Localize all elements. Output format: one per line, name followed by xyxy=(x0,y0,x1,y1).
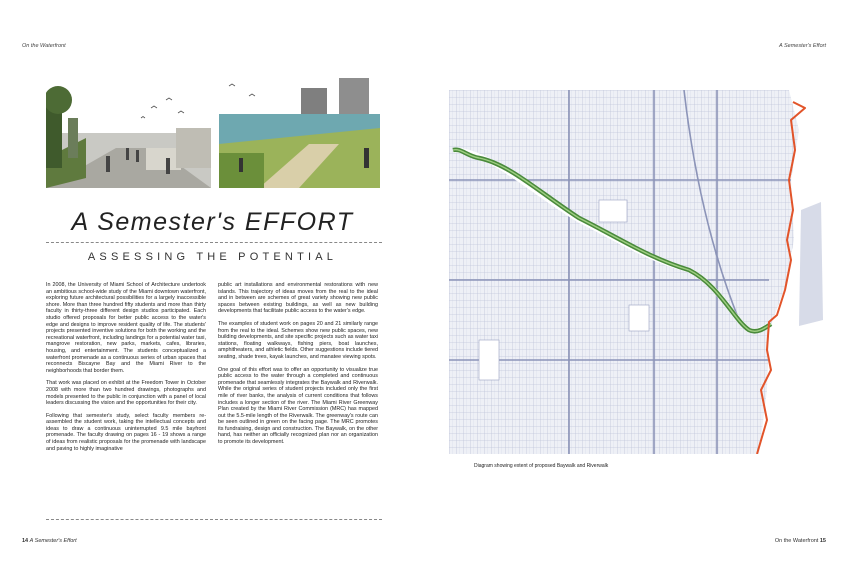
body-column-2 xyxy=(218,282,378,452)
bottom-divider xyxy=(46,519,382,520)
promenade-photo xyxy=(46,78,211,188)
footer-left xyxy=(22,538,77,544)
waterfront-photo xyxy=(219,78,380,188)
map-caption: Diagram showing extent of proposed Baywalk and Riverwalk xyxy=(474,463,609,469)
title-divider xyxy=(46,242,382,243)
running-header-left: On the Waterfront xyxy=(22,43,66,49)
page-number: 15 xyxy=(819,538,826,544)
footer-right xyxy=(775,538,826,544)
paragraph: The examples of student work on pages 20 and 21 similarly range from the real to the ideal. Schemes show new public spaces, new building developments, and site specific projects such as water taxi stations, floating walkways, fishing piers, boat launches, amphitheaters, and athletic fields. Other suggestions include tiered seating, shade trees, kayak launches, and manatee viewing spots. xyxy=(218,320,379,360)
baywalk-riverwalk-map xyxy=(449,90,827,454)
page-title: A Semester's EFFORT xyxy=(71,208,354,236)
paragraph: One goal of this effort was to offer an opportunity to visualize true public access to the water through a completed and continuous promenade that seamlessly integrates the Baywalk and Riverwalk. While the original series of student projects included only the first mile of river banks, the analysis of current conditions that follows includes a longer section of the river. The Miami River Greenway Plan created by the Miami River Commission (MRC) has mapped out the 5.5-mile length of the Riverwalk. The greenway's route can be seen outlined in green on the facing page. The MRC promotes its fundraising, design and construction. The Baywalk, on the other hand, has neither an officially recognized plan nor an organization to promote its development. xyxy=(218,366,378,446)
paragraph: In 2008, the University of Miami School of Architecture undertook an ambitious school-wide study of the Miami downtown waterfront, exploring future architectural possibilities for a largely inaccessible shore. More than three hundred fifty students and more than thirty faculty in thirty-three different design studios participated. Each studio offered proposals for better public access to the water's edge and designs to improve resident quality of life. The students' projects presented inventive solutions for both the working and the recreational waterfront, including landings for a potential water taxi, mangrove restoration, new parks, markets, cafes, libraries, housing, and entertainment. The students conceptualized a waterfront promenade as a continuous series of urban spaces that reconnects Biscayne Bay and the Miami River to the neighborhoods that border them. xyxy=(46,282,206,374)
paragraph: That work was placed on exhibit at the Freedom Tower in October 2008 with more than two hundred drawings, photographs and models presented to the public in conjunction with a panel of local leaders discussing the vision and the opportunities for their city. xyxy=(46,380,206,407)
footer-title: On the Waterfront xyxy=(774,538,819,544)
paragraph: public art installations and environmental restorations with new islands. This trajectory of ideas moves from the real to the ideal and in between are schemes of great variety showing new public spaces between existing buildings, as well as new building developments that facilitate public access to the water's edge. xyxy=(218,282,378,315)
body-column-1 xyxy=(46,282,206,458)
page-number: 14 xyxy=(22,538,29,544)
running-header-right: A Semester's Effort xyxy=(779,43,826,49)
footer-title: A Semester's Effort xyxy=(29,538,77,544)
page-subtitle: ASSESSING THE POTENTIAL xyxy=(87,251,338,263)
paragraph: Following that semester's study, select faculty members re-assembled the student work, taking the intellectual concepts and ideas to draw a continuous uninterrupted 9.5 mile bayfront promenade. The faculty drawing on pages 16 - 19 shows a range of ideas from realistic proposals for the promenade with landscape and paving to highly imaginative xyxy=(46,412,206,452)
